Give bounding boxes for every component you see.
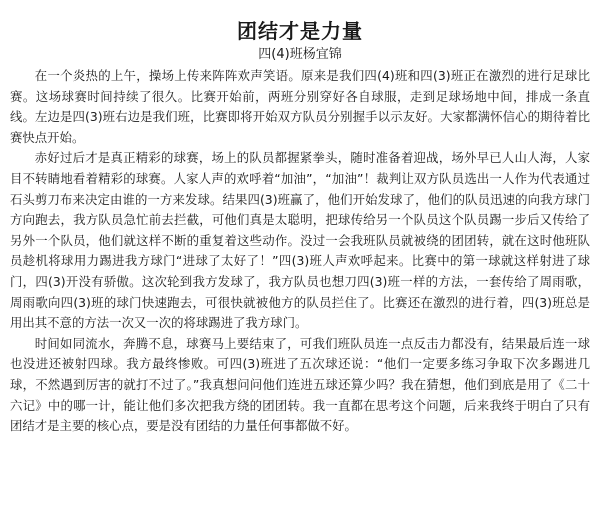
essay-paragraph-3: 时间如同流水，奔腾不息，球赛马上要结束了，可我们班队员连一点反击力都没有，结果最后连一球也没进还被射四球。我方最终惨败。可四(3)班进了五次球还说：“他们一定要多练习争取下次多踢进几球，不然遇到厉害的就打不过了。”我真想问问他们连进五球还算少吗？我在猜想，他们到底是用了《二十六记》中的哪一计，能让他们多次把我方绕的团团转。我一直都在思考这个问题，后来我终于明白了只有团结才是主要的核心点，要是没有团结的力量任何事都做不好。 bbox=[10, 335, 590, 434]
essay-title: 团结才是力量 bbox=[237, 19, 363, 43]
essay-author: 四(4)班杨宜锦 bbox=[258, 47, 342, 62]
essay-paragraph-1: 在一个炎热的上午，操场上传来阵阵欢声笑语。原来是我们四(4)班和四(3)班正在激烈的进行足球比赛。这场球赛时间持续了很久。比赛开始前，两班分别穿好各自球服，走到足球场地中间，排成一条直线。左边是四(3)班右边是我们班，比赛即将开始双方队员分别握手以示友好。大家都满怀信心的期待着比赛快点开始。 bbox=[10, 68, 590, 145]
essay-paragraph-2: 赤好过后才是真正精彩的球赛，场上的队员都握紧拳头，随时准备着迎战，场外早已人山人海，人家目不转睛地看着精彩的球赛。人家人声的欢呼着“加油”，“加油”！裁判让双方队员选出一人作为代表通过石头剪刀布来决定由谁的一方来发球。结果四(3)班赢了，他们开始发球了，他们的队员迅速的向我方球门方向跑去，我方队员急忙前去拦截，可他们真是太聪明，把球传给另一个队员这个队员踢一步后又传给了另外一个队员，他们就这样不断的重复着这些动作。没过一会我班队员就被绕的团团转，就在这时他班队员趁机将球用力踢进我方球门“进球了太好了！”四(3)班人声欢呼起来。比赛中的第一球就这样射进了球门，四(3)开没有骄傲。这次轮到我方发球了，我方队员也想刀四(3)班一样的方法，一套传给了周雨歌，周雨歌向四(3)班的球门快速跑去，可很快就被他方的队员拦住了。比赛还在激烈的进行着，四(3)班总是用出其不意的方法一次又一次的将球踢进了我方球门。 bbox=[10, 150, 590, 331]
